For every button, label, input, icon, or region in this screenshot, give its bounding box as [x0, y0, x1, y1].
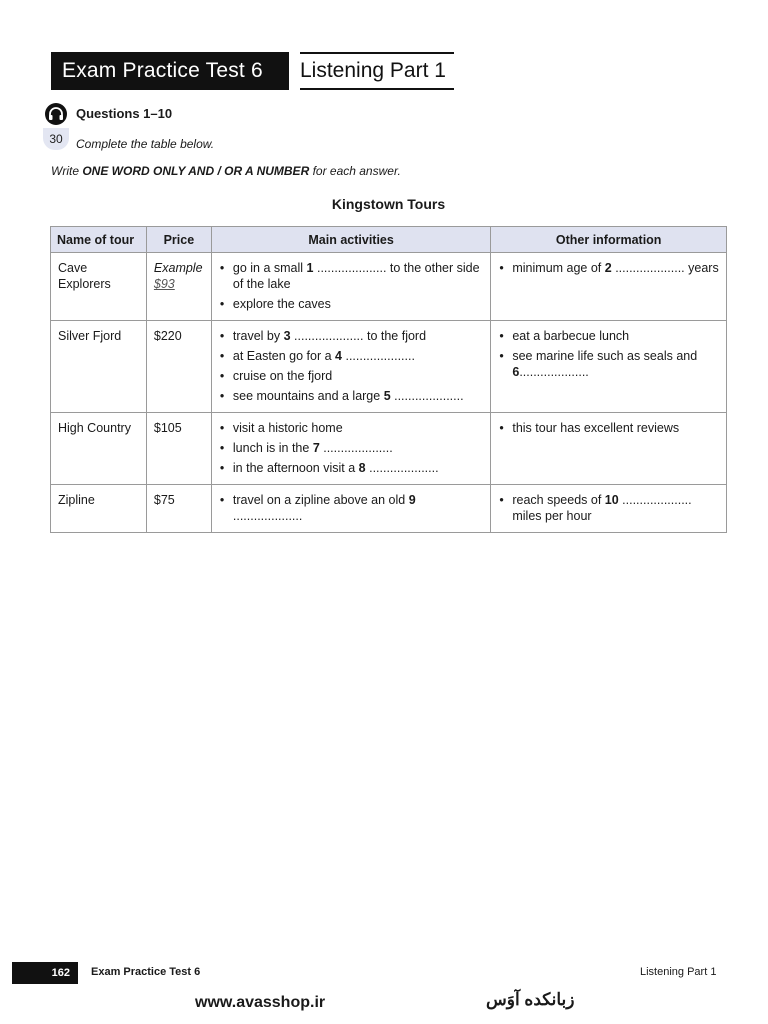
- main-activities: [211, 253, 490, 321]
- instruction-write: Write ONE WORD ONLY AND / OR A NUMBER for each answer.: [51, 164, 401, 178]
- table-row: [51, 253, 727, 321]
- tour-name: Cave Explorers: [51, 253, 147, 321]
- test-title-box: [51, 52, 289, 90]
- tour-price: $105: [146, 413, 211, 485]
- list-item: • at Easten go for a 4 ....................: [233, 348, 484, 364]
- tour-name: Silver Fjord: [51, 321, 147, 413]
- other-information: [491, 253, 727, 321]
- main-activities: [211, 321, 490, 413]
- questions-title: Questions 1–10: [76, 106, 173, 121]
- website-url: www.avasshop.ir: [195, 994, 326, 1011]
- audio-track-number: 30: [43, 128, 69, 150]
- list-item: • travel on a zipline above an old 9 ....................: [233, 492, 484, 524]
- list-item: • go in a small 1 .................... to the other side of the lake: [233, 260, 484, 292]
- list-item: • see marine life such as seals and 6....................: [512, 348, 720, 380]
- list-item: • minimum age of 2 .................... years: [512, 260, 720, 276]
- header-activities: Main activities: [211, 227, 490, 253]
- main-activities: [211, 413, 490, 485]
- other-information: [491, 321, 727, 413]
- list-item: • this tour has excellent reviews: [512, 420, 720, 436]
- headphones-icon: [44, 102, 68, 126]
- tour-price: $75: [146, 485, 211, 533]
- example-label: Example: [153, 261, 203, 275]
- part-title: Listening Part 1: [300, 52, 454, 90]
- footer-test-title: Exam Practice Test 6: [91, 966, 201, 978]
- tour-price: [146, 253, 211, 321]
- tour-name: Zipline: [51, 485, 147, 533]
- list-item: • lunch is in the 7 ....................: [233, 440, 484, 456]
- table-title: Kingstown Tours: [331, 196, 446, 212]
- tour-name: High Country: [51, 413, 147, 485]
- example-price: $93: [153, 277, 175, 291]
- brand-name: زبانکده آوَس: [486, 990, 575, 1009]
- footer-part-title: Listening Part 1: [640, 966, 717, 978]
- header-other: Other information: [491, 227, 727, 253]
- page-number: 162: [12, 962, 78, 984]
- list-item: • reach speeds of 10 .................... miles per hour: [512, 492, 720, 524]
- list-item: • explore the caves: [233, 296, 484, 312]
- list-item: • travel by 3 .................... to the fjord: [233, 328, 484, 344]
- header-name: Name of tour: [51, 227, 147, 253]
- table-row: [51, 413, 727, 485]
- instruction-complete: Complete the table below.: [76, 137, 215, 151]
- list-item: • cruise on the fjord: [233, 368, 484, 384]
- main-activities: [211, 485, 490, 533]
- table-row: [51, 485, 727, 533]
- table-row: [51, 321, 727, 413]
- list-item: • visit a historic home: [233, 420, 484, 436]
- test-title: Exam Practice Test 6: [62, 59, 263, 82]
- list-item: • eat a barbecue lunch: [512, 328, 720, 344]
- list-item: • in the afternoon visit a 8 ....................: [233, 460, 484, 476]
- other-information: [491, 413, 727, 485]
- tours-table: [50, 226, 727, 533]
- table-header-row: [51, 227, 727, 253]
- other-information: [491, 485, 727, 533]
- tour-price: $220: [146, 321, 211, 413]
- header-price: Price: [146, 227, 211, 253]
- list-item: • see mountains and a large 5 ....................: [233, 388, 484, 404]
